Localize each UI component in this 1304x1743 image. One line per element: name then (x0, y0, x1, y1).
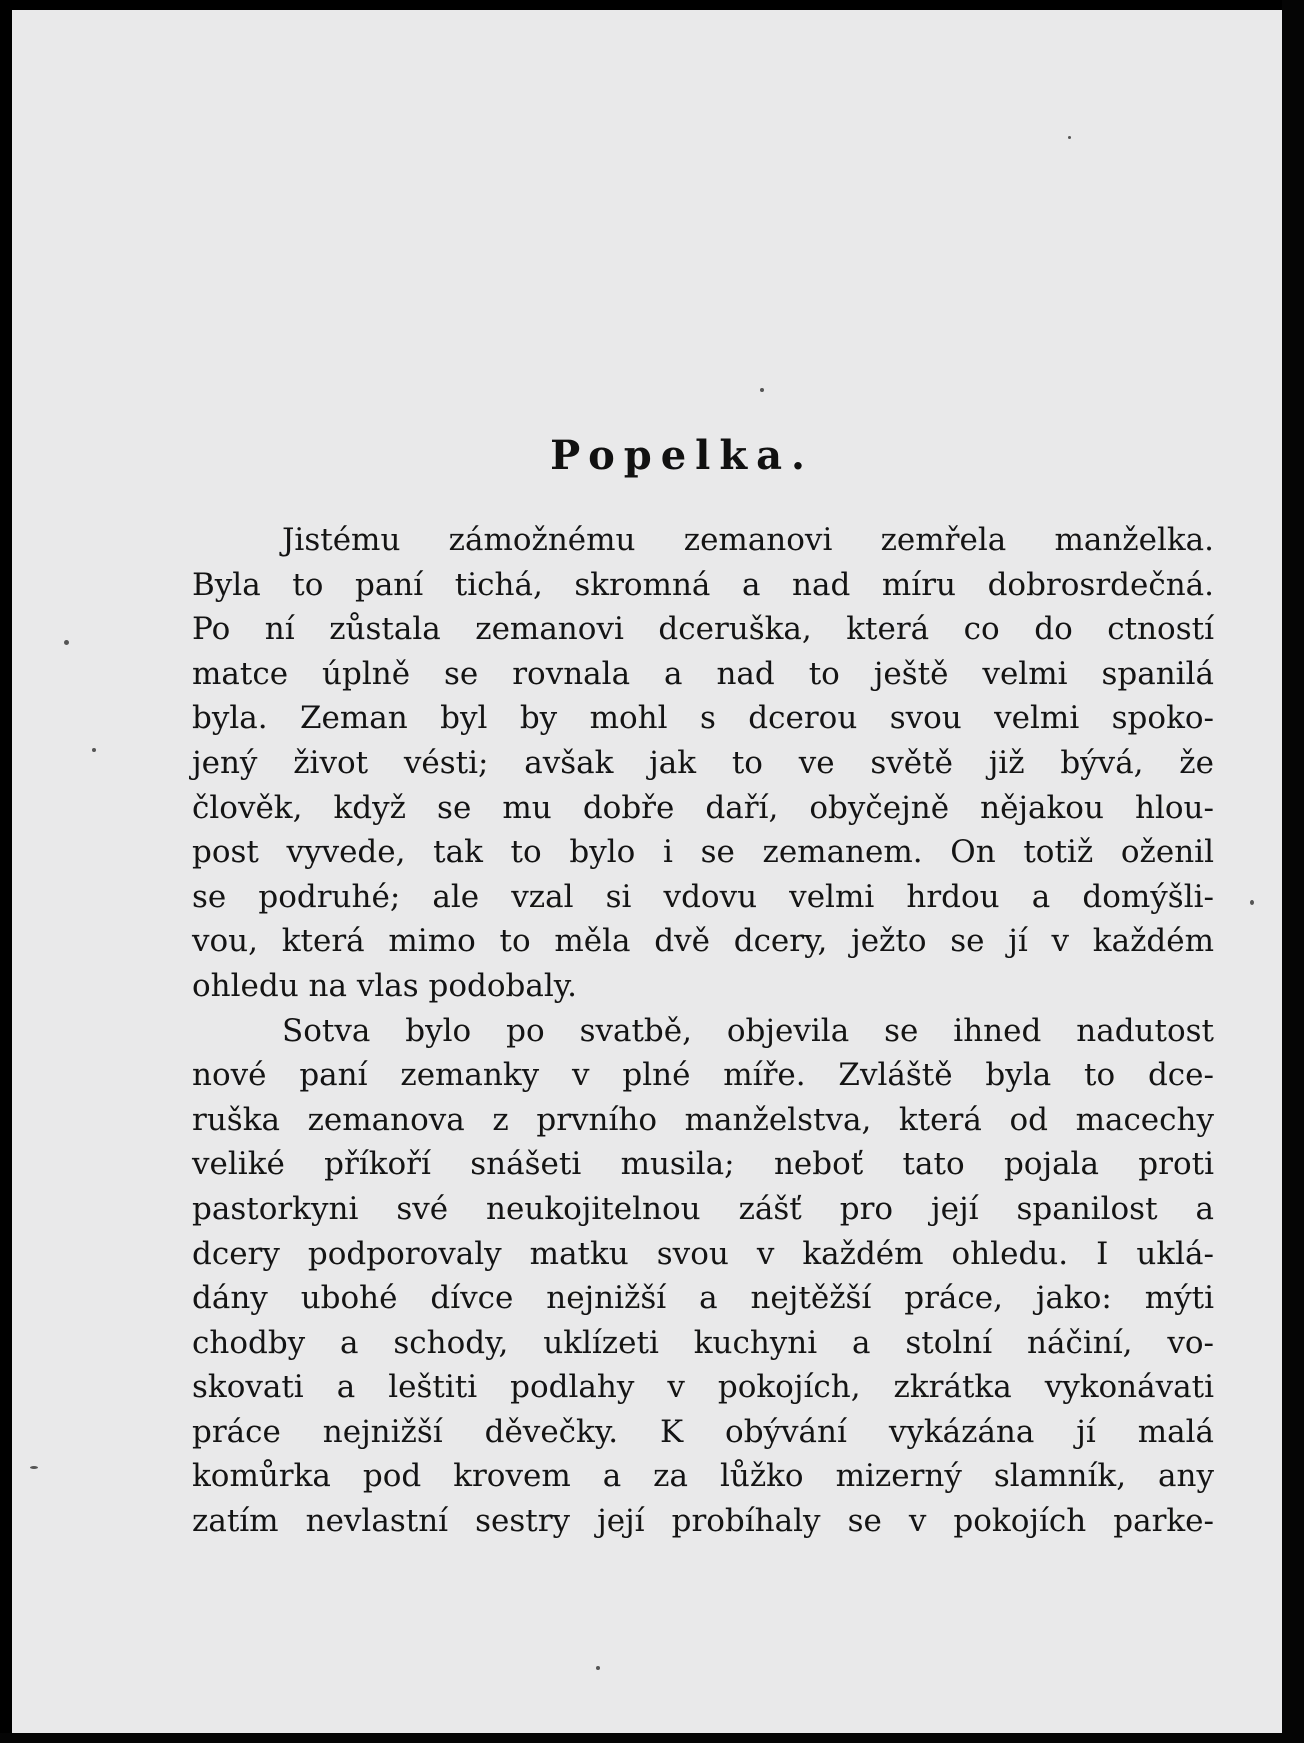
text-line: člověk, když se mu dobře daří, obyčejně nějakou hlou- (192, 789, 1214, 826)
text-line: matce úplně se rovnala a nad to ještě velmi spanilá (192, 655, 1214, 692)
text-line: dány ubohé dívce nejnižší a nejtěžší práce, jako: mýti (192, 1280, 1214, 1317)
text-line: zatím nevlastní sestry její probíhaly se v pokojích parke- (192, 1503, 1214, 1540)
dust-speck (64, 640, 69, 645)
scan-border-right (1282, 0, 1304, 1743)
text-line: skovati a leštiti podlahy v pokojích, zkrátka vykonávati (192, 1369, 1214, 1406)
text-line: komůrka pod krovem a za lůžko mizerný slamník, any (192, 1458, 1214, 1495)
dust-speck (596, 1666, 600, 1670)
text-line: Sotva bylo po svatbě, objevila se ihned nadutost (282, 1012, 1214, 1049)
text-line: post vyvede, tak to bylo i se zemanem. On totiž oženil (192, 834, 1214, 871)
body-text (192, 518, 1214, 1544)
text-line: práce nejnižší děvečky. K obývání vykázána jí malá (192, 1413, 1214, 1450)
text-line: chodby a schody, uklízeti kuchyni a stolní náčiní, vo- (192, 1324, 1214, 1361)
text-line: jený život vésti; avšak jak to ve světě již bývá, že (192, 744, 1214, 781)
dust-speck (760, 388, 764, 392)
paragraph-2 (192, 1009, 1214, 1544)
text-line: Byla to paní tichá, skromná a nad míru dobrosrdečná. (192, 566, 1214, 603)
dust-speck (92, 748, 96, 752)
text-line: ohledu na vlas podobaly. (192, 967, 578, 1004)
text-line: dcery podporovaly matku svou v každém ohledu. I uklá- (192, 1235, 1214, 1272)
scan-border-bottom (0, 1733, 1304, 1743)
text-line: vou, která mimo to měla dvě dcery, ježto se jí v každém (192, 923, 1214, 960)
text-line: Jistému zámožnému zemanovi zemřela manželka. (282, 522, 1214, 558)
text-line: veliké příkoří snášeti musila; neboť tato pojala proti (192, 1146, 1214, 1183)
dust-speck (1250, 900, 1254, 905)
dust-speck (1068, 136, 1071, 139)
text-line: byla. Zeman byl by mohl s dcerou svou velmi spoko- (192, 700, 1214, 737)
text-line: ruška zemanova z prvního manželstva, která od macechy (192, 1101, 1214, 1138)
chapter-title: Popelka. (550, 432, 814, 479)
text-line: se podruhé; ale vzal si vdovu velmi hrdou a domýšli- (192, 878, 1214, 915)
paragraph-1 (192, 518, 1214, 1009)
text-line: pastorkyni své neukojitelnou zášť pro její spanilost a (192, 1190, 1214, 1227)
text-line: nové paní zemanky v plné míře. Zvláště byla to dce- (192, 1057, 1214, 1094)
dust-speck (30, 1466, 38, 1469)
text-line: Po ní zůstala zemanovi dceruška, která co do ctností (192, 611, 1214, 648)
